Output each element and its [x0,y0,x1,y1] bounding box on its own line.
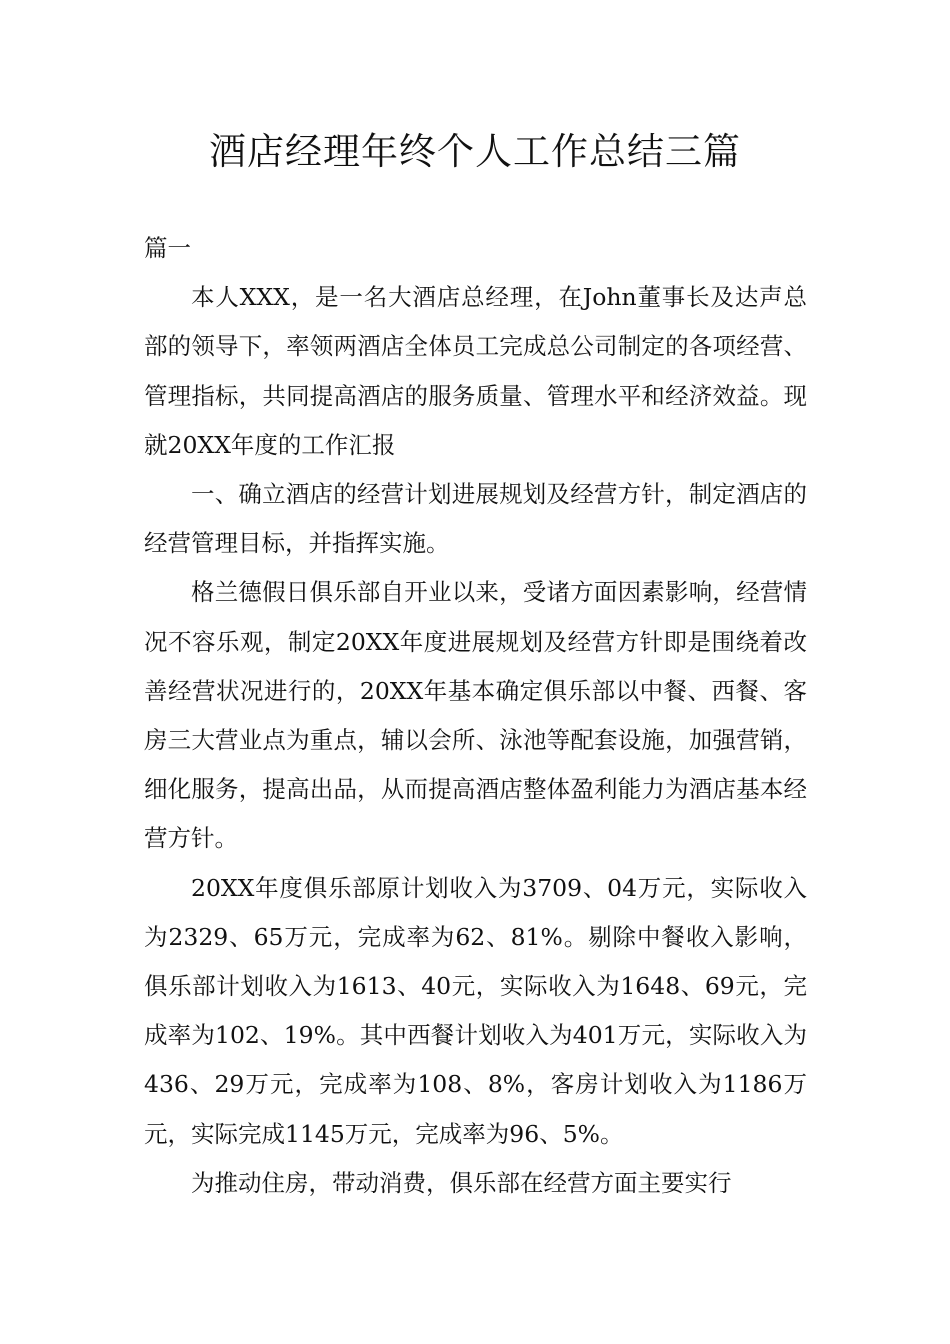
paragraph-business-plan: 格兰德假日俱乐部自开业以来，受诸方面因素影响，经营情况不容乐观，制定20XX年度进展规划及经营方针即是围绕着改善经营状况进行的，20XX年基本确定俱乐部以中餐、西餐、客房三大营业点为重点，辅以会所、泳池等配套设施，加强营销，细化服务，提高出品，从而提高酒店整体盈利能力为酒店基本经营方针。 [144,578,807,853]
paragraph-promotion: 为推动住房，带动消费，俱乐部在经营方面主要实行 [191,1168,732,1197]
paragraph-revenue-figures: 20XX年度俱乐部原计划收入为3709、04万元，实际收入为2329、65万元，完成率为62、81%。剔除中餐收入影响，俱乐部计划收入为1613、40元，实际收入为1648、69元，完成率为102、19%。其中西餐计划收入为401万元，实际收入为436、29万元，完成率为108、8%，客房计划收入为1186万元，实际完成1145万元，完成率为96、5%。 [144,873,807,1148]
document-body [144,224,807,1208]
paragraph-intro: 本人XXX，是一名大酒店总经理，在John董事长及达声总部的领导下，率领两酒店全体员工完成总公司制定的各项经营、管理指标，共同提高酒店的服务质量、管理水平和经济效益。现就20XX年度的工作汇报 [144,283,807,459]
paragraph-heading-one: 一、确立酒店的经营计划进展规划及经营方针，制定酒店的经营管理目标，并指挥实施。 [144,480,807,558]
section-label: 篇一 [144,234,191,262]
document-title: 酒店经理年终个人工作总结三篇 [209,130,741,173]
